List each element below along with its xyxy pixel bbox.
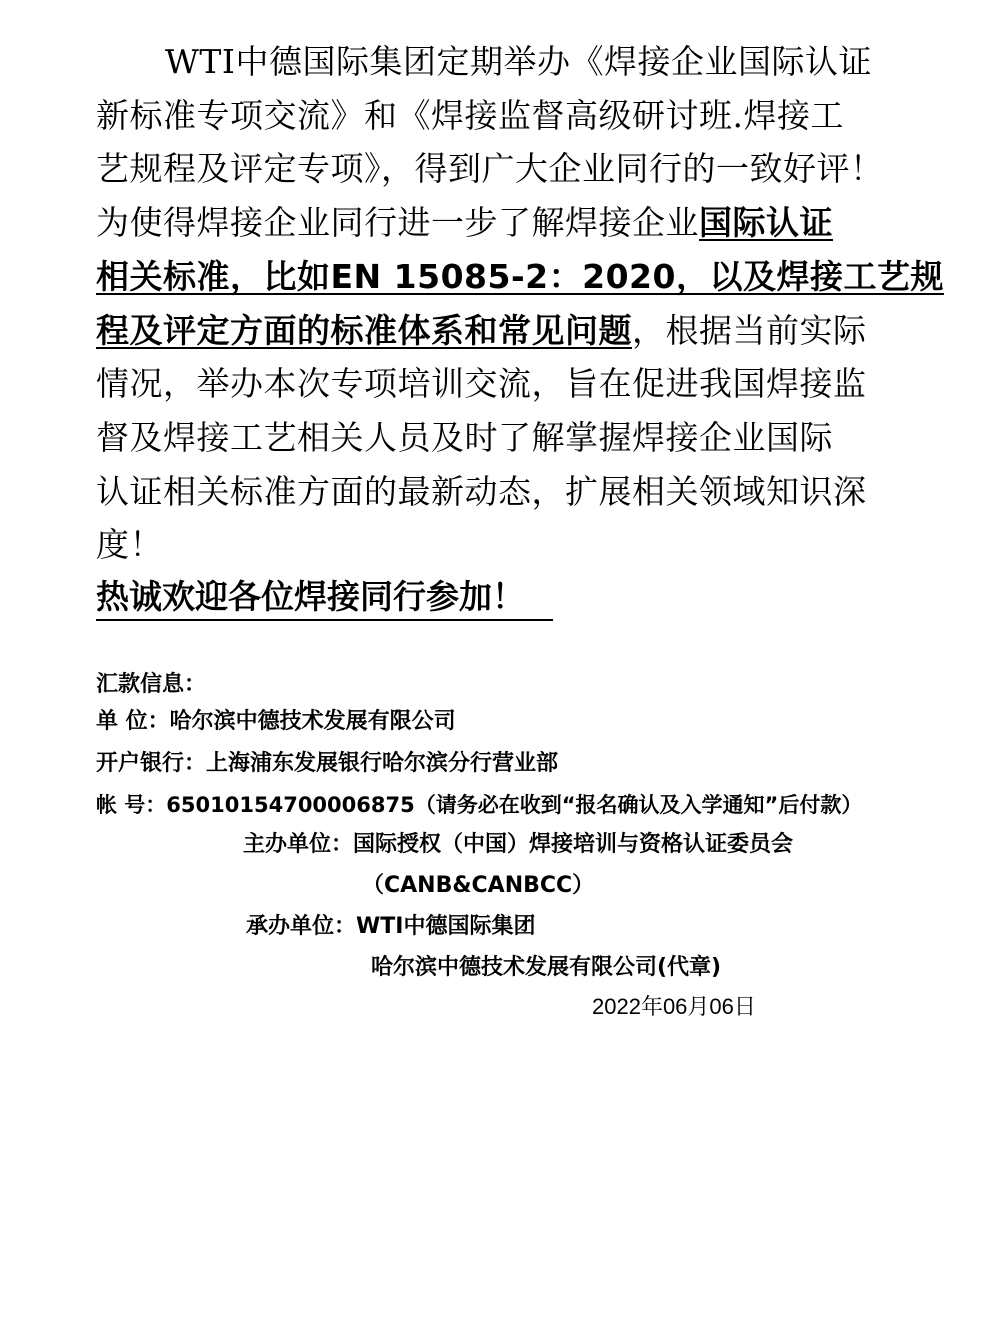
payment-unit: 单 位：哈尔滨中德技术发展有限公司 <box>96 709 456 734</box>
payment-heading: 汇款信息： <box>96 672 207 697</box>
intro-line-7: 情况，举办本次专项培训交流，旨在促进我国焊接监 <box>96 364 867 403</box>
intro-line-1: WTI中德国际集团定期举办《焊接企业国际认证 <box>165 42 872 81</box>
host-abbreviation: （CANB&CANBCC） <box>362 873 595 898</box>
intro-line-4-highlight: 国际认证 <box>699 203 833 242</box>
document-date: 2022年06月06日 <box>592 994 756 1019</box>
organizer-unit: 承办单位：WTI中德国际集团 <box>246 914 536 939</box>
intro-line-4 <box>96 201 833 245</box>
intro-line-8: 督及焊接工艺相关人员及时了解掌握焊接企业国际 <box>96 418 833 457</box>
intro-line-10: 度！ <box>96 525 163 564</box>
intro-line-4-text: 为使得焊接企业同行进一步了解焊接企业 <box>96 203 699 242</box>
intro-line-3: 艺规程及评定专项》，得到广大企业同行的一致好评！ <box>96 149 884 188</box>
intro-line-6 <box>96 309 867 353</box>
intro-line-6-text: ，根据当前实际 <box>632 311 867 350</box>
intro-line-6-highlight: 程及评定方面的标准体系和常见问题 <box>96 311 632 350</box>
intro-line-2: 新标准专项交流》和《焊接监督高级研讨班.焊接工 <box>96 96 844 135</box>
intro-line-5-highlight: 相关标准，比如EN 15085-2：2020，以及焊接工艺规 <box>96 257 944 296</box>
payment-bank: 开户银行：上海浦东发展银行哈尔滨分行营业部 <box>96 751 559 776</box>
intro-line-9: 认证相关标准方面的最新动态，扩展相关领域知识深 <box>96 472 867 511</box>
host-unit: 主办单位：国际授权（中国）焊接培训与资格认证委员会 <box>243 832 794 857</box>
organizer-company: 哈尔滨中德技术发展有限公司(代章) <box>371 955 722 980</box>
welcome-heading: 热诚欢迎各位焊接同行参加！ <box>96 575 553 621</box>
payment-account: 帐 号：65010154700006875（请务必在收到“报名确认及入学通知”后付款） <box>96 793 863 817</box>
